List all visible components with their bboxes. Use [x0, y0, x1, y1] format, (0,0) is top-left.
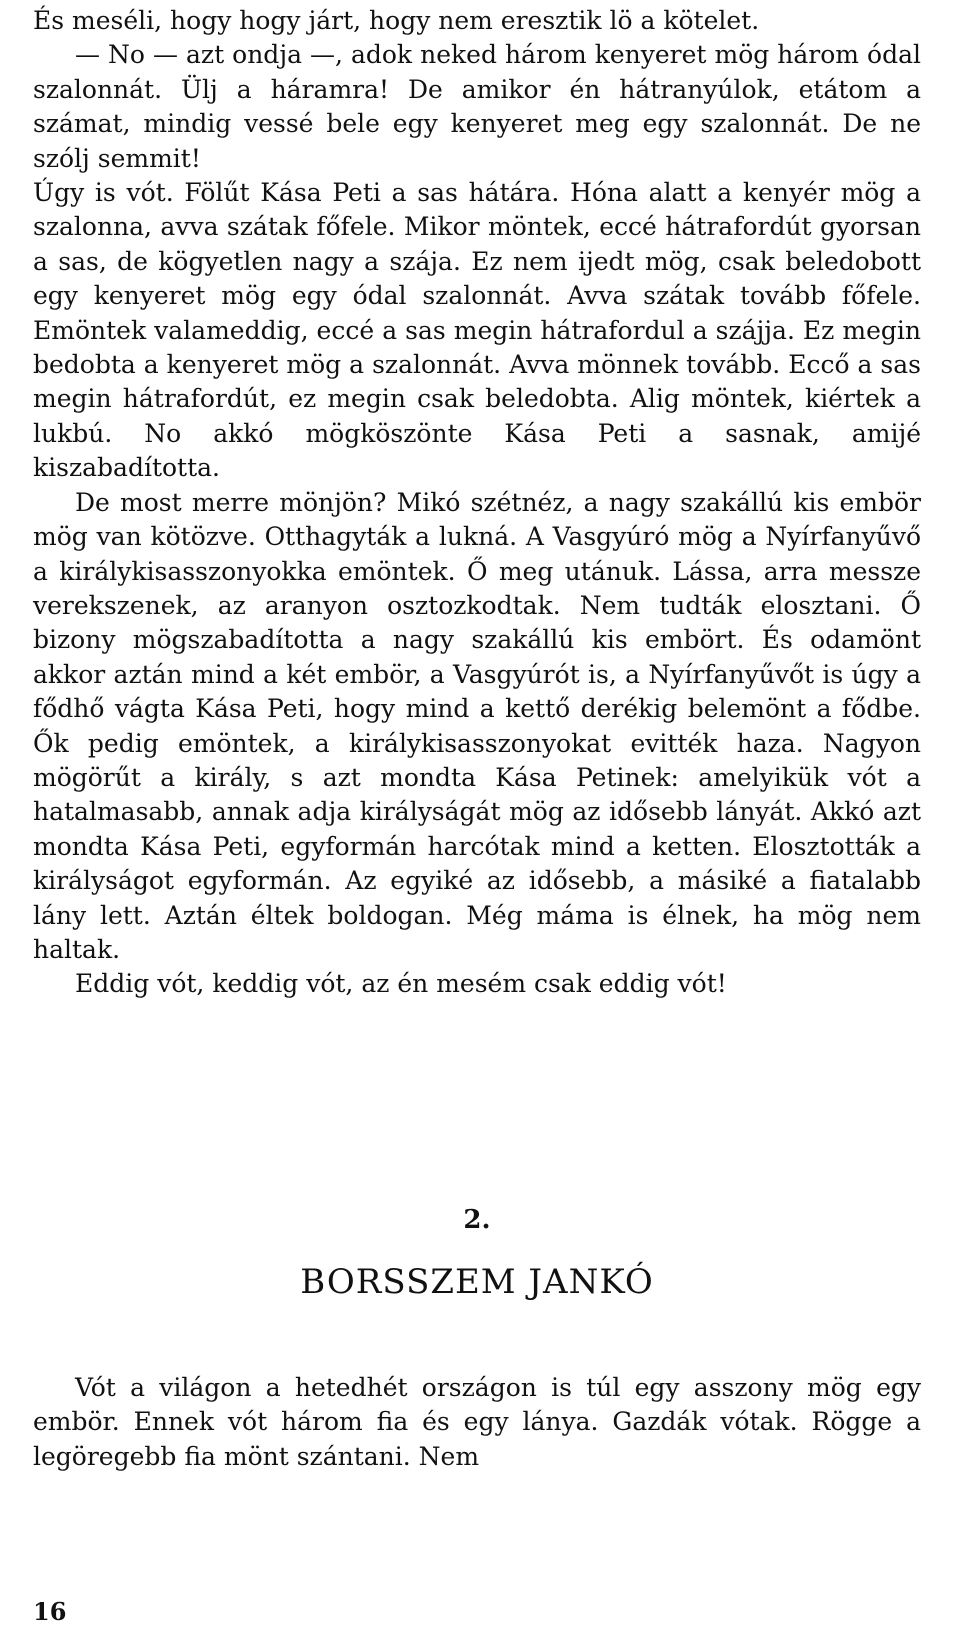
paragraph: Úgy is vót. Fölűt Kása Peti a sas hátára. Hóna alatt a kenyér mög a szalonna, avva szátak főfele. Mikor möntek, eccé hátrafordút gyorsan a sas, de kögyetlen nagy a szája. Ez nem ijedt mög, csak beledobott egy kenyeret mög egy ódal szalonnát. Avva szátak tovább főfele. Emöntek valameddig, eccé a sas megin hátrafordul a szájja. Ez megin bedobta a kenyeret mög a szalonnát. Avva mönnek tovább. Eccő a sas megin hátrafordút, ez megin csak beledobta. Alig möntek, kiértek a lukbú. No akkó mögköszönte Kása Peti a sasnak, amijé kiszabadította.: [33, 178, 921, 483]
paragraph: És meséli, hogy hogy járt, hogy nem eresztik lö a kötelet.: [33, 6, 760, 35]
previous-story-text: [33, 4, 921, 1002]
book-page: [33, 0, 921, 1641]
page-number: 16: [33, 1597, 67, 1626]
paragraph: De most merre mönjön? Mikó szétnéz, a nagy szakállú kis embör mög van kötözve. Otthagyták a lukná. A Vasgyúró mög a Nyírfanyűvő a királykisasszonyokka emöntek. Ő meg utánuk. Lássa, arra messze verekszenek, az aranyon osztozkodtak. Nem tudták elosztani. Ő bizony mögszabadította a nagy szakállú kis embört. És odamönt akkor aztán mind a két embör, a Vasgyúrót is, a Nyírfanyűvőt is úgy a fődhő vágta Kása Peti, hogy mind a kettő derékig belemönt a fődbe. Ők pedig emöntek, a királykisasszonyokat evitték haza. Nagyon mögörűt a király, s azt mondta Kása Petinek: amelyikük vót a hatalmasabb, annak adja királyságát mög az idősebb lányát. Akkó azt mondta Kása Peti, egyformán harcótak mind a ketten. Elosztották a királyságot egyformán. Az egyiké az idősebb, a másiké a fiatalabb lány lett. Aztán éltek boldogan. Még máma is élnek, ha mög nem haltak.: [33, 487, 921, 964]
chapter-number: 2.: [463, 1205, 491, 1235]
closing-formula: Eddig vót, keddig vót, az én mesém csak eddig vót!: [75, 969, 727, 999]
paragraph: — No — azt ondja —, adok neked három kenyeret mög három ódal szalonnát. Ülj a háramra! De amikor én hátranyúlok, etátom a számat, mindig vessé bele egy kenyeret meg egy szalonnát. De ne szólj semmit!: [33, 40, 921, 173]
chapter-title: BORSSZEM JANKÓ: [300, 1262, 654, 1302]
paragraph: Vót a világon a hetedhét országon is túl egy asszony mög egy embör. Ennek vót három fia és egy lánya. Gazdák vótak. Rögge a legöregebb fia mönt szántani. Nem: [33, 1373, 921, 1471]
new-story-text: [33, 1371, 921, 1474]
